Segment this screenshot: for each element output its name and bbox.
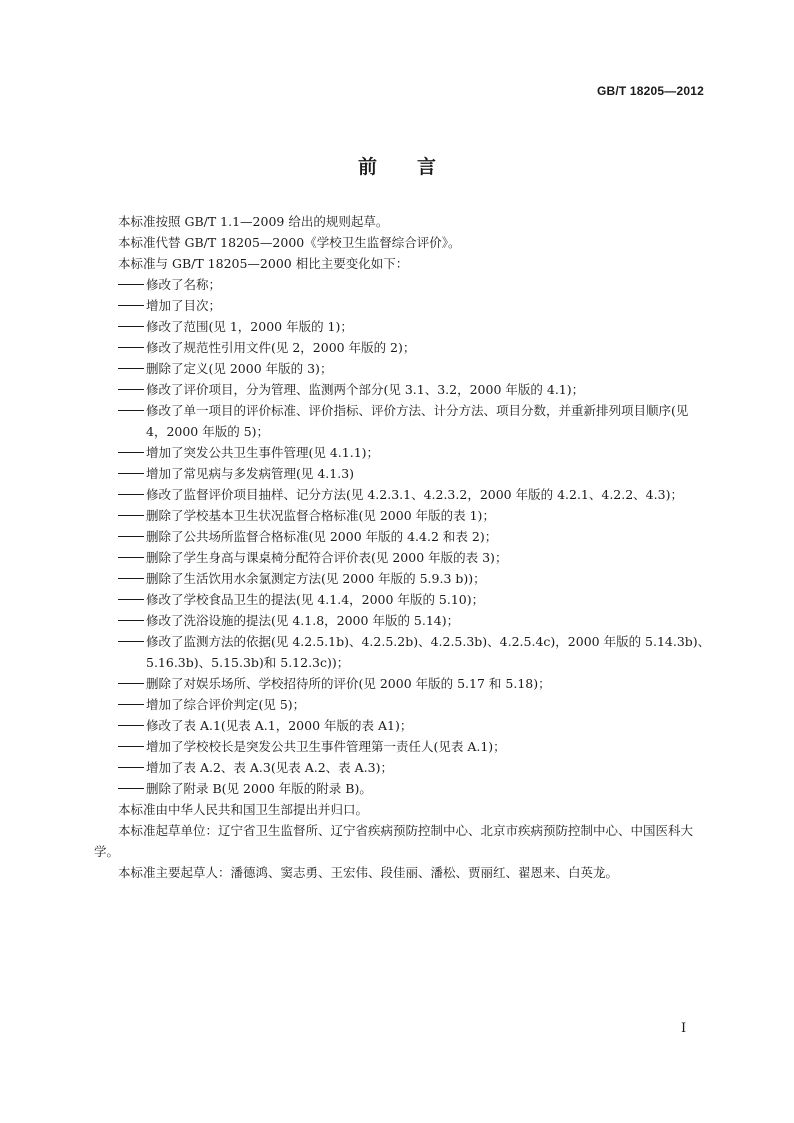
change-item-text: 增加了表 A.2、表 A.3(见表 A.2、表 A.3)；: [146, 760, 393, 775]
change-item-text: 修改了范围(见 1，2000 年版的 1)；: [146, 319, 353, 334]
intro-paragraph: 本标准与 GB/T 18205—2000 相比主要变化如下：: [118, 256, 409, 271]
em-dash-icon: [118, 736, 146, 757]
closing-paragraph: 本标准由中华人民共和国卫生部提出并归口。: [118, 802, 369, 817]
em-dash-icon: [118, 295, 146, 316]
change-item: [118, 715, 712, 736]
change-item: [118, 379, 712, 400]
em-dash-icon: [118, 337, 146, 358]
change-item: [118, 484, 712, 505]
em-dash-icon: [118, 316, 146, 337]
change-item-text: 增加了学校校长是突发公共卫生事件管理第一责任人(见表 A.1)；: [146, 739, 506, 754]
change-item-text: 删除了学校基本卫生状况监督合格标准(见 2000 年版的表 1)；: [146, 508, 495, 523]
change-item: [118, 316, 712, 337]
change-item: [118, 568, 712, 589]
change-item-text: 修改了评价项目，分为管理、监测两个部分(见 3.1、3.2，2000 年版的 4.1)；: [146, 382, 585, 397]
change-item: [118, 757, 712, 778]
change-list: [118, 274, 712, 799]
page-title: 前言: [357, 156, 476, 178]
em-dash-icon: [118, 484, 146, 505]
em-dash-icon: [118, 610, 146, 631]
change-item-text: 修改了监测方法的依据(见 4.2.5.1b)、4.2.5.2b)、4.2.5.3b)、4.2.5.4c)，2000 年版的 5.14.3b)、5.16.3b)、5.15.3b)和 5.12.3c))；: [146, 634, 711, 670]
page-number: I: [681, 1021, 687, 1036]
em-dash-icon: [118, 568, 146, 589]
em-dash-icon: [118, 589, 146, 610]
change-item-text: 删除了附录 B(见 2000 年版的附录 B)。: [146, 781, 372, 796]
change-item-text: 修改了名称；: [146, 277, 222, 292]
change-item: [118, 505, 712, 526]
change-item: [118, 526, 712, 547]
change-item: [118, 673, 712, 694]
change-item-text: 修改了监督评价项目抽样、记分方法(见 4.2.3.1、4.2.3.2，2000 年版的 4.2.1、4.2.2、4.3)；: [146, 487, 683, 502]
em-dash-icon: [118, 274, 146, 295]
change-item-text: 修改了表 A.1(见表 A.1，2000 年版的表 A1)；: [146, 718, 413, 733]
closing-paragraph: 本标准起草单位：辽宁省卫生监督所、辽宁省疾病预防控制中心、北京市疾病预防控制中心、中国医科大学。: [94, 823, 694, 859]
change-item-text: 删除了定义(见 2000 年版的 3)；: [146, 361, 333, 376]
em-dash-icon: [118, 694, 146, 715]
change-item: [118, 274, 712, 295]
em-dash-icon: [118, 400, 146, 421]
em-dash-icon: [118, 757, 146, 778]
change-item: [118, 694, 712, 715]
change-item-text: 增加了目次；: [146, 298, 222, 313]
change-item: [118, 442, 712, 463]
em-dash-icon: [118, 547, 146, 568]
change-item: [118, 589, 712, 610]
change-item: [118, 295, 712, 316]
change-item: [118, 736, 712, 757]
change-item-text: 修改了规范性引用文件(见 2，2000 年版的 2)；: [146, 340, 416, 355]
em-dash-icon: [118, 673, 146, 694]
foreword-body: [94, 211, 712, 883]
intro-paragraph: 本标准按照 GB/T 1.1—2009 给出的规则起草。: [118, 214, 389, 229]
change-item-text: 增加了综合评价判定(见 5)；: [146, 697, 306, 712]
change-item-text: 删除了对娱乐场所、学校招待所的评价(见 2000 年版的 5.17 和 5.18)；: [146, 676, 551, 691]
change-item: [118, 400, 712, 442]
em-dash-icon: [118, 526, 146, 547]
change-item-text: 修改了洗浴设施的提法(见 4.1.8，2000 年版的 5.14)；: [146, 613, 460, 628]
change-item-text: 删除了公共场所监督合格标准(见 2000 年版的 4.4.2 和表 2)；: [146, 529, 498, 544]
change-item: [118, 631, 712, 673]
intro-paragraph: 本标准代替 GB/T 18205—2000《学校卫生监督综合评价》。: [118, 235, 461, 250]
change-item-text: 增加了突发公共卫生事件管理(见 4.1.1)；: [146, 445, 380, 460]
change-item: [118, 547, 712, 568]
em-dash-icon: [118, 778, 146, 799]
change-item: [118, 463, 712, 484]
change-item: [118, 610, 712, 631]
change-item: [118, 778, 712, 799]
change-item-text: 删除了学生身高与课桌椅分配符合评价表(见 2000 年版的表 3)；: [146, 550, 508, 565]
closing-paragraph: 本标准主要起草人：潘德鸿、窦志勇、王宏伟、段佳丽、潘松、贾丽红、翟恩来、白英龙。: [118, 865, 619, 880]
change-item: [118, 337, 712, 358]
em-dash-icon: [118, 442, 146, 463]
em-dash-icon: [118, 358, 146, 379]
em-dash-icon: [118, 715, 146, 736]
change-item: [118, 358, 712, 379]
change-item-text: 修改了单一项目的评价标准、评价指标、评价方法、计分方法、项目分数，并重新排列项目顺序(见 4，2000 年版的 5)；: [146, 403, 689, 439]
change-item-text: 删除了生活饮用水余氯测定方法(见 2000 年版的 5.9.3 b))；: [146, 571, 486, 586]
change-item-text: 增加了常见病与多发病管理(见 4.1.3): [146, 466, 355, 481]
em-dash-icon: [118, 379, 146, 400]
em-dash-icon: [118, 631, 146, 652]
change-item-text: 修改了学校食品卫生的提法(见 4.1.4，2000 年版的 5.10)；: [146, 592, 485, 607]
standard-code: GB/T 18205—2012: [596, 84, 704, 98]
em-dash-icon: [118, 463, 146, 484]
em-dash-icon: [118, 505, 146, 526]
